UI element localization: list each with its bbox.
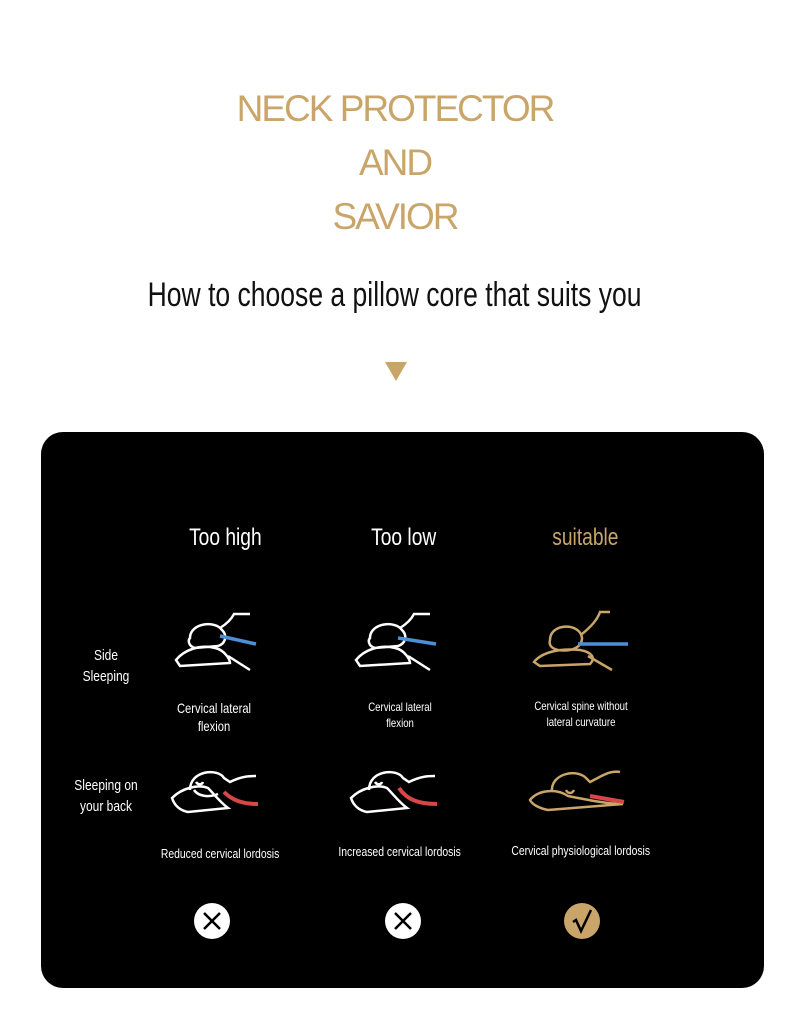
caption-too-high-back: Reduced cervical lordosis xyxy=(160,846,280,861)
column-header-too-low: Too low xyxy=(371,524,437,551)
back-sleep-low-illustration xyxy=(347,760,447,830)
row-label-side: Side Sleeping xyxy=(82,647,130,685)
column-header-suitable: suitable xyxy=(551,524,619,551)
caption-suitable-side: Cervical spine without lateral curvature xyxy=(534,699,628,729)
x-circle-icon xyxy=(194,903,230,939)
x-circle-icon xyxy=(385,903,421,939)
column-header-too-high: Too high xyxy=(188,524,262,551)
subtitle-text: How to choose a pillow core that suits you xyxy=(148,276,642,314)
side-sleep-low-illustration xyxy=(350,608,450,678)
title-line: NECK PROTECTOR xyxy=(236,88,554,129)
back-sleep-suitable-illustration xyxy=(528,760,628,830)
side-sleep-high-illustration xyxy=(170,608,270,678)
caption-too-low-back: Increased cervical lordosis xyxy=(338,844,462,859)
row-label-back: Sleeping on your back xyxy=(74,777,138,815)
caption-too-high-side: Cervical lateral flexion xyxy=(176,700,252,734)
caption-too-low-side: Cervical lateral flexion xyxy=(368,700,432,730)
caption-suitable-back: Cervical physiological lordosis xyxy=(511,843,651,858)
down-triangle-icon xyxy=(385,362,407,381)
side-sleep-suitable-illustration xyxy=(530,608,630,678)
page-title xyxy=(0,82,790,244)
subtitle xyxy=(0,276,790,315)
title-line: SAVIOR xyxy=(332,196,458,237)
back-sleep-high-illustration xyxy=(168,760,268,830)
check-circle-icon xyxy=(564,903,600,939)
title-line: AND xyxy=(358,142,432,183)
